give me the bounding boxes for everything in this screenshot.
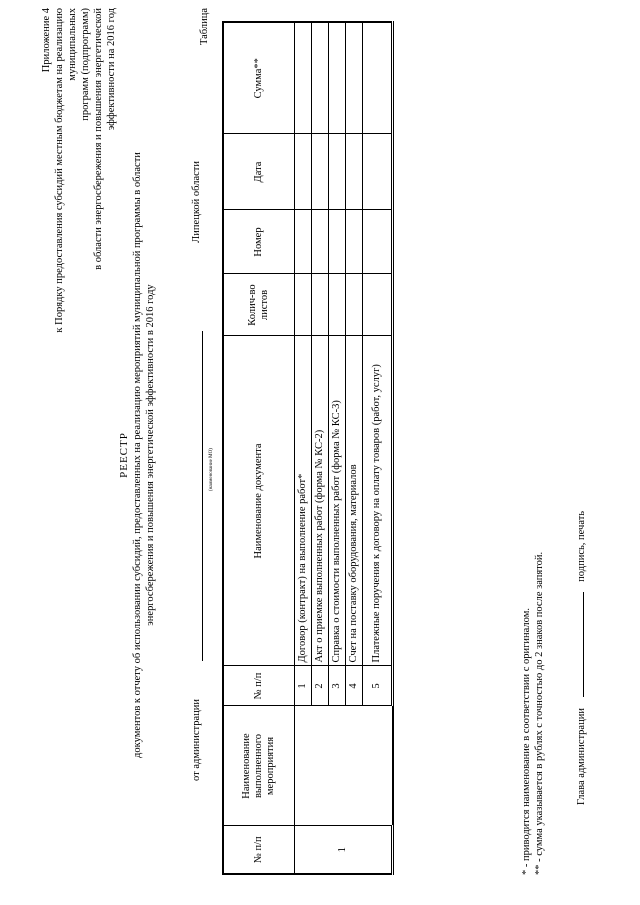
signature-underline bbox=[583, 592, 584, 697]
number-cell bbox=[312, 210, 329, 274]
doc-name: Платежные поручения к договору на оплату товаров (работ, услуг) bbox=[363, 336, 393, 666]
number-cell bbox=[363, 210, 393, 274]
col-header: № п/п bbox=[223, 826, 295, 874]
number-cell bbox=[295, 210, 312, 274]
sum-cell bbox=[363, 22, 393, 134]
date-cell bbox=[363, 134, 393, 210]
date-cell bbox=[312, 134, 329, 210]
doc-number: 1 bbox=[295, 666, 312, 706]
footnotes bbox=[520, 175, 546, 875]
table-header-row bbox=[223, 22, 295, 874]
doc-name: Счет на поставку оборудования, материалов bbox=[346, 336, 363, 666]
mo-caption: (наименование МО) bbox=[209, 448, 214, 491]
doc-number: 5 bbox=[363, 666, 393, 706]
document-title: РЕЕСТР bbox=[118, 432, 130, 478]
col-header: Номер bbox=[223, 210, 295, 274]
signature-label: Глава администрации bbox=[576, 708, 587, 805]
doc-name: Справка о стоимости выполненных работ (форма № КС-3) bbox=[329, 336, 346, 666]
appendix-line: к Порядку предоставления субсидий местным бюджетам на реализацию муниципальных bbox=[54, 8, 78, 333]
doc-number: 4 bbox=[346, 666, 363, 706]
doc-name: Акт о приемке выполненных работ (форма № КС-2) bbox=[312, 336, 329, 666]
sheets-cell bbox=[295, 274, 312, 336]
appendix-number: Приложение 4 bbox=[41, 8, 52, 73]
from-underline bbox=[202, 331, 203, 661]
appendix-block bbox=[40, 8, 118, 388]
date-cell bbox=[329, 134, 346, 210]
sheets-cell bbox=[329, 274, 346, 336]
appendix-line: в области энергосбережения и повышения энергетической bbox=[93, 8, 104, 270]
col-header: Наименование документа bbox=[223, 336, 295, 666]
register-table bbox=[222, 21, 394, 875]
date-cell bbox=[295, 134, 312, 210]
document-subtitle: документов к отчету об использовании субсидий, предоставленных на реализацию мероприятий муниципальной программы в области bbox=[132, 152, 143, 758]
sheets-cell bbox=[346, 274, 363, 336]
event-name-cell bbox=[295, 706, 393, 826]
col-header: Дата bbox=[223, 134, 295, 210]
sum-cell bbox=[295, 22, 312, 134]
doc-number: 3 bbox=[329, 666, 346, 706]
region-name: Липецкой области bbox=[191, 161, 202, 243]
sum-cell bbox=[312, 22, 329, 134]
number-cell bbox=[329, 210, 346, 274]
col-header: Колич-во листов bbox=[223, 274, 295, 336]
appendix-line: программ (подпрограмм) bbox=[80, 8, 91, 121]
doc-name: Договор (контракт) на выполнение работ* bbox=[295, 336, 312, 666]
number-cell bbox=[346, 210, 363, 274]
doc-number: 2 bbox=[312, 666, 329, 706]
table-row bbox=[295, 22, 312, 874]
col-header: Сумма** bbox=[223, 22, 295, 134]
footnote: * - приводится наименование в соответствии с оригиналом. bbox=[521, 608, 532, 875]
sum-cell bbox=[346, 22, 363, 134]
date-cell bbox=[346, 134, 363, 210]
sheets-cell bbox=[363, 274, 393, 336]
from-label: от администрации bbox=[191, 699, 202, 781]
sum-cell bbox=[329, 22, 346, 134]
title-block bbox=[118, 45, 157, 865]
footnote: ** - сумма указывается в рублях с точностью до 2 знаков после запятой. bbox=[534, 551, 545, 875]
signature-caption: подпись, печать bbox=[576, 510, 587, 582]
event-number: 1 bbox=[295, 826, 393, 874]
from-line bbox=[190, 161, 214, 781]
table-label: Таблица bbox=[199, 8, 210, 46]
col-header: Наименование выполненного мероприятия bbox=[223, 706, 295, 826]
document-subtitle: энергосбережения и повышения энергетической эффективности в 2016 году bbox=[145, 284, 156, 626]
col-header: № п/п bbox=[223, 666, 295, 706]
sheets-cell bbox=[312, 274, 329, 336]
appendix-line: эффективности на 2016 год bbox=[106, 8, 117, 131]
signature-line bbox=[575, 205, 591, 805]
